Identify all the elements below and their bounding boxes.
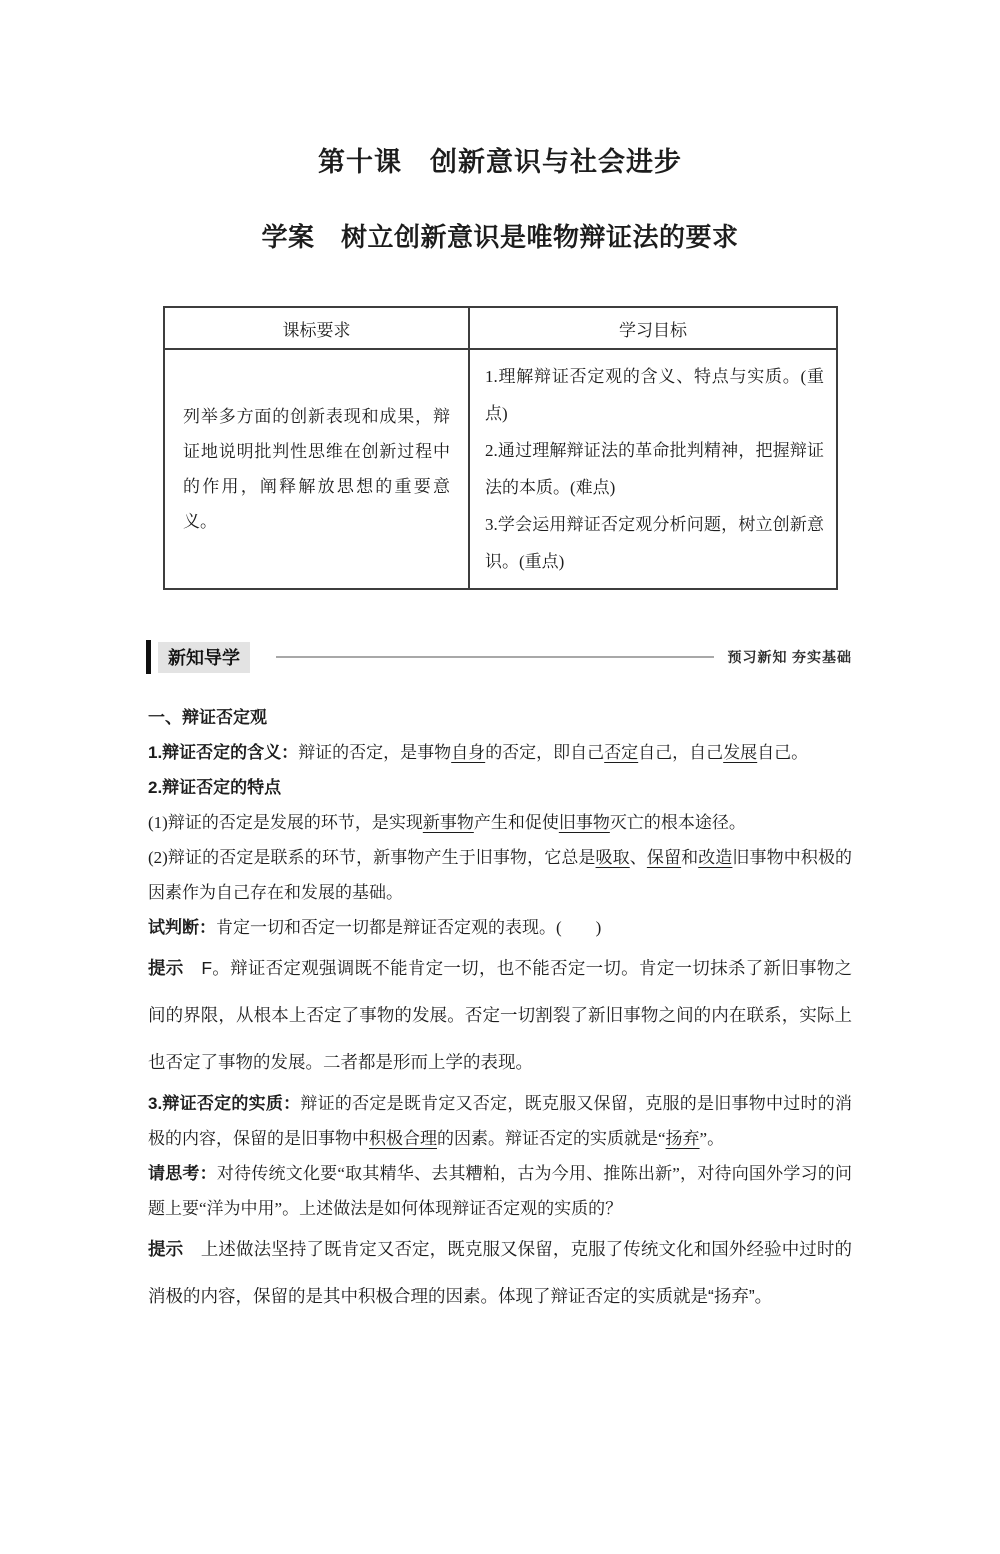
text-run: 和	[681, 848, 699, 867]
text-run: 提示	[148, 958, 184, 978]
text-run: 产生和促使	[473, 813, 559, 832]
text-run: 自己，自己	[638, 743, 724, 762]
text-run: 改造	[698, 848, 733, 867]
text-run: 吸取	[595, 848, 630, 867]
objective-item: 1.理解辩证否定观的含义、特点与实质。(重点)	[485, 367, 824, 423]
text-run: 的因素。辩证否定的实质就是“	[437, 1129, 666, 1148]
text-run: 辩证的否定，是事物	[298, 743, 452, 762]
text-run: 的否定，即自己	[485, 743, 605, 762]
paragraph	[148, 840, 852, 910]
text-run: 肯定一切和否定一切都是辩证否定观的表现。( )	[216, 918, 602, 937]
table-body-row	[164, 349, 837, 589]
text-run: (2)辩证的否定是联系的环节，新事物产生于旧事物，它总是	[148, 848, 596, 867]
paragraph	[148, 945, 852, 1086]
text-run: (1)辩证的否定是发展的环节，是实现	[148, 813, 423, 832]
text-run: 辩证的否定是既肯定又否定，既克服又保留，克服的是旧事物中过时的消极的内容，保留的是旧事物中	[148, 1094, 852, 1148]
paragraph	[148, 805, 852, 840]
page-subtitle: 学案 树立创新意识是唯物辩证法的要求	[261, 222, 739, 252]
text-run: 试判断：	[148, 918, 216, 937]
text-run: 请思考：	[148, 1164, 217, 1183]
text-run: 对待传统文化要“取其精华、去其糟粕，古为今用、推陈出新”，对待向国外学习的问题上要“洋为中用”。上述做法是如何体现辩证否定观的实质的？	[148, 1164, 853, 1218]
section-rule-line	[276, 656, 714, 658]
section-band	[146, 640, 852, 674]
header-cell-objectives: 学习目标	[469, 307, 837, 349]
text-run: 提示	[148, 1239, 184, 1259]
text-run: F。辩证否定观强调既不能肯定一切，也不能否定一切。肯定一切抹杀了新旧事物之间的界限，从根本上否定了事物的发展。否定一切割裂了新旧事物之间的内在联系，实际上也否定了事物的发展。二者都是形而上学的表现。	[148, 958, 853, 1072]
table-header-row	[164, 307, 837, 349]
paragraph	[148, 770, 852, 805]
section-title: 新知导学	[158, 642, 250, 673]
text-run: 灭亡的根本途径。	[609, 813, 746, 832]
requirements-cell: 列举多方面的创新表现和成果，辩证地说明批判性思维在创新过程中的作用，阐释解放思想的重要意义。	[164, 349, 469, 589]
requirements-objectives-table	[163, 306, 838, 590]
text-run: 发展	[723, 743, 758, 762]
content-body	[148, 700, 852, 1320]
text-run: 一、辩证否定观	[148, 708, 267, 727]
paragraph	[148, 910, 852, 945]
text-run: 新事物	[422, 813, 474, 832]
text-run: 自己。	[757, 743, 809, 762]
text-run: 旧事物	[558, 813, 610, 832]
paragraph	[148, 1156, 852, 1226]
text-run: 自身	[451, 743, 486, 762]
section-accent-bar	[146, 640, 151, 674]
text-run: 3.辩证否定的实质：	[148, 1094, 301, 1113]
section-tagline: 预习新知 夯实基础	[727, 651, 852, 666]
page-title: 第十课 创新意识与社会进步	[318, 147, 682, 177]
text-run: 、	[629, 848, 647, 867]
paragraph	[148, 1226, 852, 1320]
text-run: 旧事物中积极的因素作为自己存在和发展的基础。	[148, 848, 853, 902]
objective-item: 2.通过理解辩证法的革命批判精神，把握辩证法的本质。(难点)	[485, 441, 824, 497]
objectives-cell	[469, 349, 837, 589]
text-run: 积极合理	[369, 1129, 437, 1148]
paragraph	[148, 735, 852, 770]
objective-item: 3.学会运用辩证否定观分析问题，树立创新意识。(重点)	[485, 515, 824, 571]
paragraph	[148, 1086, 852, 1156]
text-run: 上述做法坚持了既肯定又否定，既克服又保留，克服了传统文化和国外经验中过时的消极的内容，保留的是其中积极合理的因素。体现了辩证否定的实质就是“扬弃”。	[148, 1239, 853, 1306]
text-run: 否定	[604, 743, 639, 762]
text-run: 扬弃	[665, 1129, 700, 1148]
text-run: 2.辩证否定的特点	[148, 778, 282, 797]
paragraph	[148, 700, 852, 735]
header-cell-requirements: 课标要求	[164, 307, 469, 349]
text-run: ”。	[699, 1129, 725, 1148]
text-run: 1.辩证否定的含义：	[148, 743, 299, 762]
text-run: 保留	[646, 848, 682, 867]
